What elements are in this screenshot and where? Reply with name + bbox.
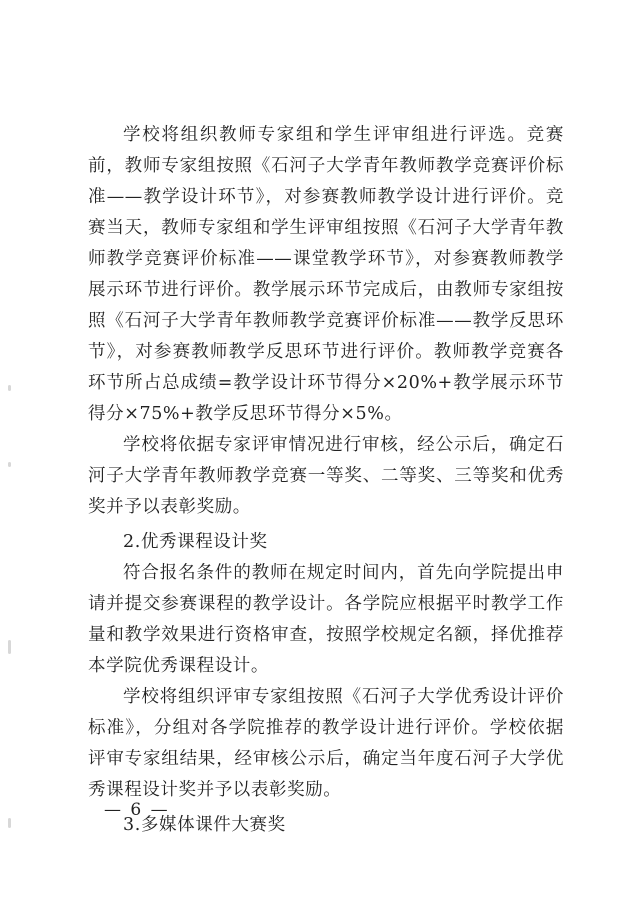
section-heading-course-design-award: 2.优秀课程设计奖 — [123, 532, 268, 552]
paragraph-award-confirmation: 学校将依据专家评审情况进行审核，经公示后，确定石河子大学青年教师教学竞赛一等奖、二等奖、三等奖和优秀奖并予以表彰奖励。 — [88, 435, 564, 517]
scan-mark — [8, 818, 11, 828]
body-text — [88, 120, 564, 841]
paragraph-evaluation-process: 学校将组织教师专家组和学生评审组进行评选。竞赛前，教师专家组按照《石河子大学青年教师教学竞赛评价标准——教学设计环节》，对参赛教师教学设计进行评价。竞赛当天，教师专家组和学生评审组按照《石河子大学青年教师教学竞赛评价标准——课堂教学环节》，对参赛教师教学展示环节进行评价。教学展示环节完成后，由教师专家组按照《石河子大学青年教师教学竞赛评价标准——教学反思环节》，对参赛教师教学反思环节进行评价。教师教学竞赛各环节所占总成绩=教学设计环节得分×20%+教学展示环节得分×75%+教学反思环节得分×5%。 — [88, 125, 564, 424]
page-number: — 6 — — [104, 800, 170, 820]
scan-mark — [8, 385, 11, 391]
paragraph-course-design-review: 学校将组织评审专家组按照《石河子大学优秀设计评价标准》，分组对各学院推荐的教学设计进行评价。学校依据评审专家组结果，经审核公示后，确定当年度石河子大学优秀课程设计奖并予以表彰奖励。 — [88, 687, 564, 800]
scan-mark — [8, 640, 11, 654]
paragraph-course-design-application: 符合报名条件的教师在规定时间内，首先向学院提出申请并提交参赛课程的教学设计。各学院应根据平时教学工作量和教学效果进行资格审查，按照学校规定名额，择优推荐本学院优秀课程设计。 — [88, 563, 564, 676]
section-heading-multimedia-award: 3.多媒体课件大赛奖 — [123, 815, 286, 835]
scan-mark — [8, 462, 11, 467]
